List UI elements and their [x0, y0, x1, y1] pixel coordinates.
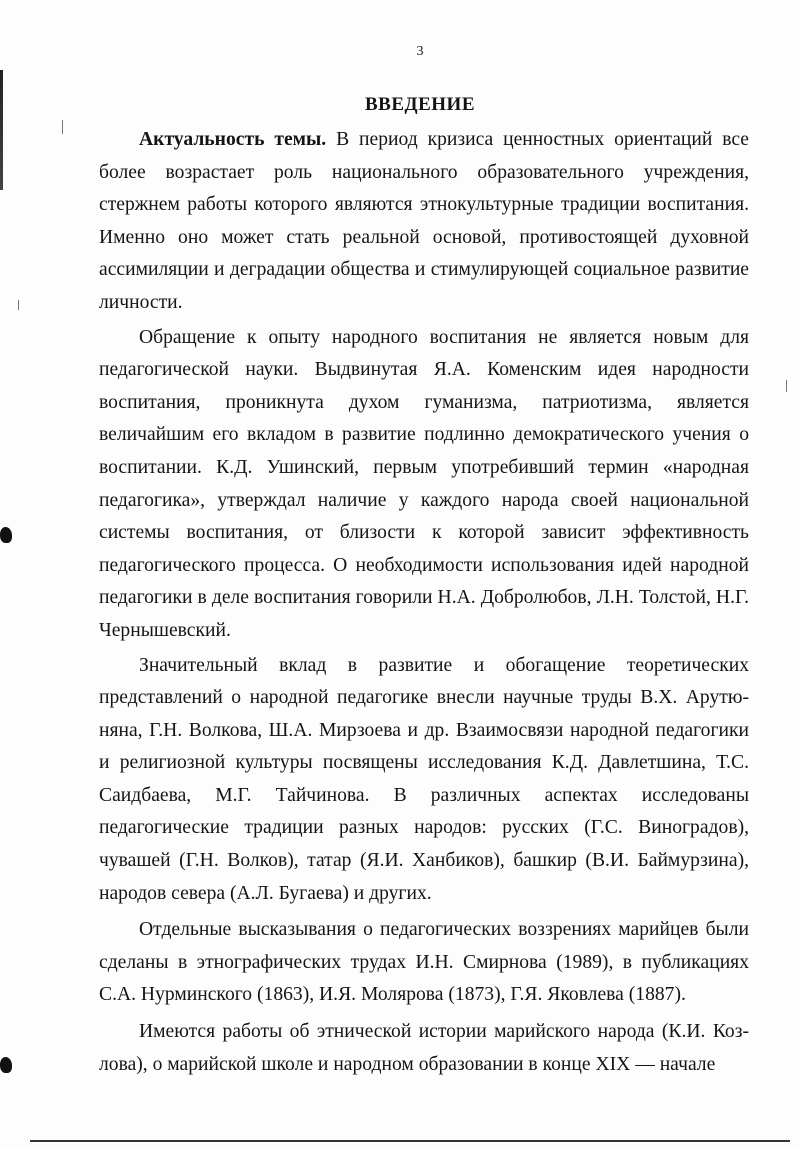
- section-heading: ВВЕДЕНИЕ: [365, 94, 475, 115]
- paragraph: [99, 914, 749, 1012]
- body-text: [99, 124, 749, 1081]
- paragraph-text: Отдельные высказывания о педагогических воззрениях марийцев были сделаны в этнографических трудах И.Н. Смирнова (1989), в публикациях С.А. Нурминского (1863), И.Я. Молярова (1873), Г.Я. Яковлева (1887).: [99, 919, 749, 1006]
- paragraph-text: Обращение к опыту народного воспитания не является новым для педагогической науки. Выдвинутая Я.А. Коменским идея народности воспитания, проникнута духом гуманизма, патриотизма, является величайшим его вкладом в развитие подлинно демократического учения о воспитании. К.Д. Ушинский, первым употребивший термин «народная педагогика», утверждал наличие у каждого народа своей национальной системы воспитания, от близости к которой зависит эффективность педагогического процесса. О необходимости использования идей народной педагогики в деле воспитания говорили Н.А. Добролюбов, Л.Н. Толстой, Н.Г. Чернышевский.: [99, 326, 749, 641]
- paragraph: [99, 124, 749, 320]
- scan-speck: [786, 380, 787, 392]
- paragraph-text: Значительный вклад в развитие и обогащение теоретических представлений о народной педагогике внесли научные труды В.Х. Арутюняна, Г.Н. Волкова, Ш.А. Мирзоева и др. Взаимосвязи народной педагогики и религиозной культуры посвящены исследования К.Д. Давлетшина, Т.С. Саидбаева, М.Г. Тайчинова. В различных аспектах исследованы педагогические традиции разных народов: русских (Г.С. Виноградов), чувашей (Г.Н. Волков), татар (Я.И. Ханбиков), башкир (В.И. Баймурзина), народов севера (А.Л. Бугаева) и других.: [99, 654, 749, 904]
- scan-edge-mark: [0, 70, 3, 190]
- page-number: 3: [416, 44, 424, 59]
- paragraph: [99, 650, 749, 911]
- scan-bottom-edge: [30, 1140, 790, 1142]
- scan-blot-mark: [0, 1057, 12, 1073]
- paragraph: [99, 1016, 749, 1081]
- scan-blot-mark: [0, 527, 12, 543]
- scan-speck: [62, 120, 63, 134]
- paragraph-lead: Актуальность темы.: [139, 129, 327, 150]
- scan-speck: [18, 300, 19, 310]
- paragraph-text: Имеются работы об этнической истории марийского народа (К.И. Козлова), о марийской школе и народном образовании в конце XIX — начале: [99, 1021, 749, 1075]
- paragraph-text: В период кризиса ценностных ориентаций все более возрастает роль национального образовательного учреждения, стержнем работы которого являются этнокультурные традиции воспитания. Именно оно может стать реальной основой, противостоящей духовной ассимиляции и деградации общества и стимулирующей социальное развитие личности.: [99, 129, 749, 313]
- paragraph: [99, 322, 749, 648]
